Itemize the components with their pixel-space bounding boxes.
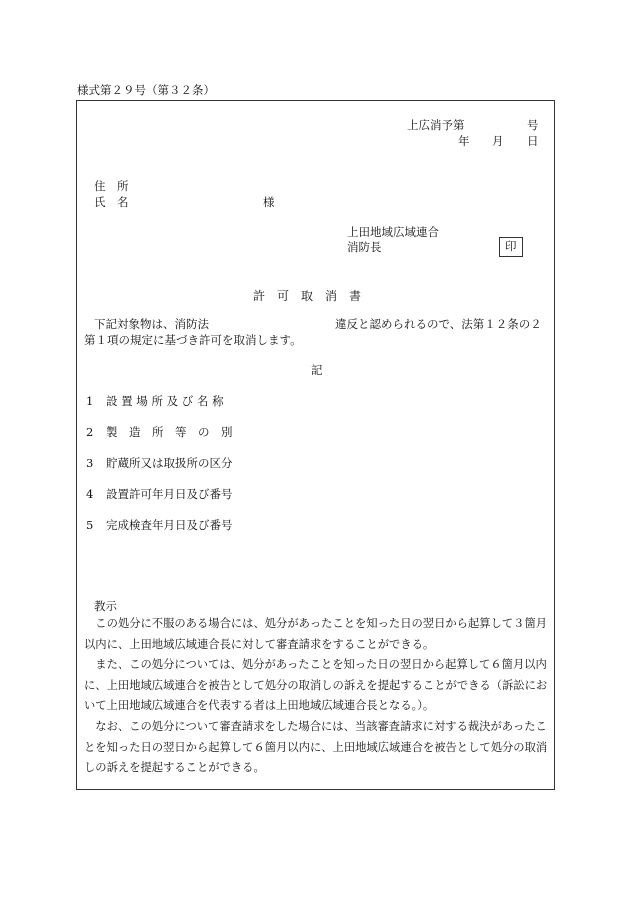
body-text-part2: 違反と認められるので、法第１２条の２	[335, 317, 542, 331]
seal-box: 印	[499, 237, 523, 257]
item-label: 貯蔵所又は取扱所の区分	[106, 456, 233, 470]
document-number-suffix: 号	[527, 118, 539, 132]
date-day-label: 日	[527, 134, 539, 148]
name-label: 氏 名	[94, 195, 129, 209]
item-label: 完成検査年月日及び番号	[106, 518, 233, 532]
date-month-label: 月	[492, 134, 504, 148]
item-number: 3	[86, 456, 94, 470]
address-label: 住 所	[94, 179, 129, 193]
item-number: 5	[86, 518, 94, 532]
body-text-part1: 下記対象物は、消防法	[94, 317, 209, 331]
document-title: 許 可 取 消 書	[253, 289, 362, 303]
document-number-prefix: 上広消予第	[407, 118, 465, 132]
issuer-title: 消防長	[347, 240, 382, 254]
ki-label: 記	[311, 363, 323, 377]
date-year-label: 年	[458, 134, 470, 148]
honorific: 様	[263, 195, 275, 209]
item-label: 製 造 所 等 の 別	[106, 425, 233, 439]
notice-heading: 教示	[94, 599, 117, 613]
form-number: 様式第２９号（第３２条）	[77, 83, 215, 97]
item-label: 設置許可年月日及び番号	[106, 487, 233, 501]
notice-paragraph-2: また、この処分については、処分があったことを知った日の翌日から起算して６箇月以内に、上田地域広域連合を被告として処分の取消しの訴えを提起することができる（訴訟において上田地域広域連合を代表する者は上田地域広域連合長となる。）。	[84, 658, 548, 712]
issuer-organization: 上田地域広域連合	[347, 225, 439, 239]
item-label: 設 置 場 所 及 び 名 称	[106, 394, 224, 408]
body-text-line2: 第１項の規定に基づき許可を取消します。	[84, 333, 302, 347]
notice-paragraph-3: なお、この処分について審査請求をした場合には、当該審査請求に対する裁決があったことを知った日の翌日から起算して６箇月以内に、上田地域広域連合を被告として処分の取消しの訴えを提起することができる。	[84, 720, 548, 774]
notice-paragraph-1: この処分に不服のある場合には、処分があったことを知った日の翌日から起算して３箇月以内に、上田地域広域連合長に対して審査請求をすることができる。	[84, 617, 548, 651]
item-number: 4	[86, 487, 94, 501]
item-number: 2	[86, 425, 94, 439]
item-number: 1	[86, 394, 94, 408]
